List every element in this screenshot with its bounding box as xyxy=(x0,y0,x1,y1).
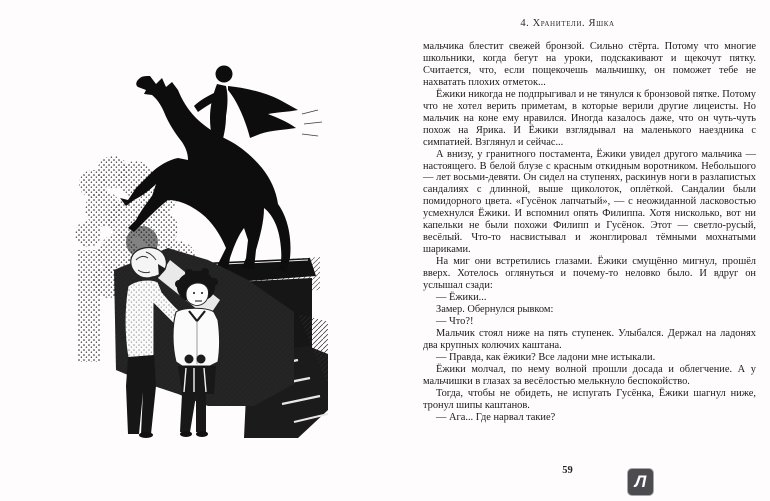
cape-hatch-illustration-part xyxy=(302,110,322,136)
paragraph: Ёжики никогда не подпрыгивал и не тянулся к бронзовой пятке. Потому что не хотел верить приметам, в которые верили другие лицеисты. Но мальчик на коне ему нравился. Иногда казалось даже, что он чуть-чуть похож на Ярика. И Ёжики взглядывал на маленького наездника с симпатией. Взглянул и сейчас... xyxy=(423,88,756,148)
paragraph: — Что?! xyxy=(436,315,474,327)
text-column xyxy=(423,41,756,424)
paragraph: — Правда, как ёжики? Все ладони мне истыкали. xyxy=(436,351,656,363)
paragraph: — Ага... Где нарвал такие? xyxy=(436,411,556,423)
paragraph: Ёжики молчал, по нему волной прошли досада и облегчение. А у мальчишки в глазах за весёлостью мелькнуло беспокойство. xyxy=(423,363,756,387)
paragraph: Замер. Обернулся рывком: xyxy=(436,303,554,315)
book-illustration xyxy=(58,54,328,439)
right-page xyxy=(420,0,770,501)
paragraph: Мальчик стоял ниже на пять ступенек. Улыбался. Держал на ладонях два крупных колючих каштана. xyxy=(423,327,756,351)
right-boy-illustration-part xyxy=(173,268,220,437)
paragraph: На миг они встретились глазами. Ёжики смущённо мигнул, прошёл вверх. Хотелось оглянуться и почему-то неловко было. И вдруг он услышал сзади: xyxy=(423,256,756,292)
paragraph: — Ёжики... xyxy=(436,292,487,304)
labirint-logo-badge xyxy=(627,468,654,496)
running-head: 4. Хранители. Яшка xyxy=(520,18,615,29)
paragraph: А внизу, у гранитного постамента, Ёжики увидел другого мальчика — настоящего. В белой блузе с красным откидным воротником. Небольшого — лет восьми-девяти. Он сидел на ступенях, раскинув ноги в разлапистых сандалиях с длинной, выше щиколоток, оплёткой. Сандалии были помидорного цвета. «Гусёнок лапчатый», — с неожиданной ласковостью усмехнулся Ёжики. И вспомнил опять Филиппа. Хотя нисколько, вот ни капельки не были похожи Филипп и Гусёнок. Этот — светло-русый, весёлый. Что-то насвистывал и жонглировал тёмными мохнатыми шариками. xyxy=(423,148,756,256)
labirint-logo-letter: Л xyxy=(634,472,647,491)
page-number: 59 xyxy=(562,465,573,476)
paragraph: мальчика блестит свежей бронзой. Сильно стёрта. Потому что многие школьники, когда бегут на уроки, подскакивают и щекочут пятку. Считается, что, если пощекочешь мальчишку, он поможет тебе не нахватать плохих отметок... xyxy=(423,41,756,88)
paragraph: Тогда, чтобы не обидеть, не испугать Гусёнка, Ёжики шагнул ниже, тронул шипы каштанов. xyxy=(423,387,756,411)
